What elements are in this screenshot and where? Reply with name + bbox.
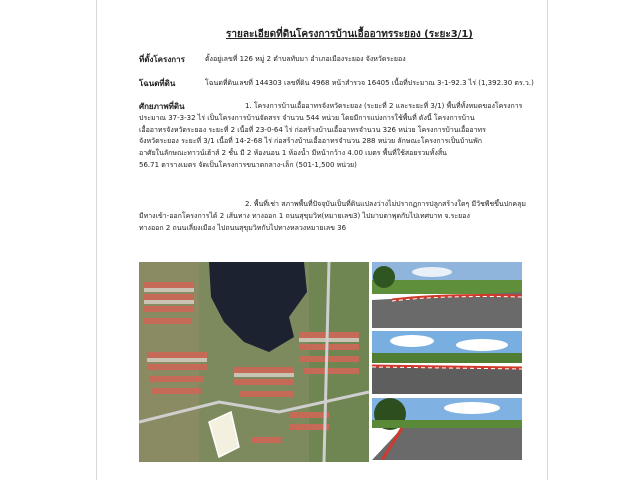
paragraph-2-line: ทางออก 2 ถนนเลี่ยงเมือง ไปถนนสุขุมวิทกับไปทางหลวงหมายเลข 36: [139, 223, 347, 232]
paragraph-1-line: ประมาณ 37-3-32 ไร่ เป็นโครงการบ้านจัดสรร จำนวน 544 หน่วย โดยมีการแบ่งการใช้พื้นที่ ดังนี้ โครงการบ้าน: [139, 113, 475, 122]
paragraph-1-line: 56.71 ตารางเมตร จัดเป็นโครงการขนาดกลาง-เล็ก (501-1,500 หน่วย): [139, 160, 357, 169]
paragraph-2-line: 2. พื้นที่เช่า สภาพพื้นที่ปัจจุบันเป็นที่ดินแปลงว่างไม่ปรากฏการปลูกสร้างใดๆ มีวัชพืชขึ้นปกคลุม: [245, 200, 526, 208]
deed-label: โฉนดที่ดิน: [139, 79, 176, 88]
document-title: รายละเอียดที่ดินโครงการบ้านเอื้ออาทรระยอง (ระยะ3/1): [226, 29, 473, 40]
aerial-map: [139, 262, 369, 462]
paragraph-1: [139, 101, 539, 172]
location-value: ตั้งอยู่เลขที่ 126 หมู่ 2 ตำบลทับมา อำเภอเมืองระยอง จังหวัดระยอง: [205, 55, 406, 63]
paragraph-1-line: อาศัยในลักษณะทาวน์เฮ้าส์ 2 ชั้น มี 2 ห้องนอน 1 ห้องน้ำ มีหน้ากว้าง 4.00 เมตร พื้นที่ใช้สอยรวมทั้งสิ้น: [139, 149, 447, 158]
paragraph-1-line: จังหวัดระยอง ระยะที่ 3/1 เนื้อที่ 14-2-68 ไร่ ก่อสร้างบ้านเอื้ออาทรจำนวน 288 หน่วย ลักษณะโครงการเป็นบ้านพัก: [139, 137, 482, 146]
paragraph-1-line: เอื้ออาทรจังหวัดระยอง ระยะที่ 2 เนื้อที่ 23-0-64 ไร่ ก่อสร้างบ้านเอื้ออาทรจำนวน 326 หน่วย โครงการบ้านเอื้ออาทร: [139, 125, 486, 134]
page-edge-right: [547, 0, 548, 480]
paragraph-2: [139, 199, 539, 234]
location-label: ที่ตั้งโครงการ: [139, 55, 185, 64]
road-photo-2: [372, 331, 522, 394]
deed-value: โฉนดที่ดินเลขที่ 144303 เลขที่ดิน 4968 หน้าสำรวจ 16405 เนื้อที่ประมาณ 3-1-92.3 ไร่ (1,392.30 ตร.ว.): [205, 79, 534, 87]
paragraph-2-line: มีทางเข้า-ออกโครงการได้ 2 เส้นทาง ทางออก 1 ถนนสุขุมวิท(หมายเลข3) ไปมาบตาพุดกับไปเทศบาท จ.ระยอง: [139, 211, 470, 220]
road-photo-1: [372, 262, 522, 328]
road-photo-3: [372, 398, 522, 460]
paragraph-1-line: 1. โครงการบ้านเอื้ออาทรจังหวัดระยอง (ระยะที่ 2 และระยะที่ 3/1) พื้นที่ทั้งหมดของโครงการ: [245, 102, 523, 110]
potential-label: ศักยภาพที่ดิน: [139, 102, 185, 111]
